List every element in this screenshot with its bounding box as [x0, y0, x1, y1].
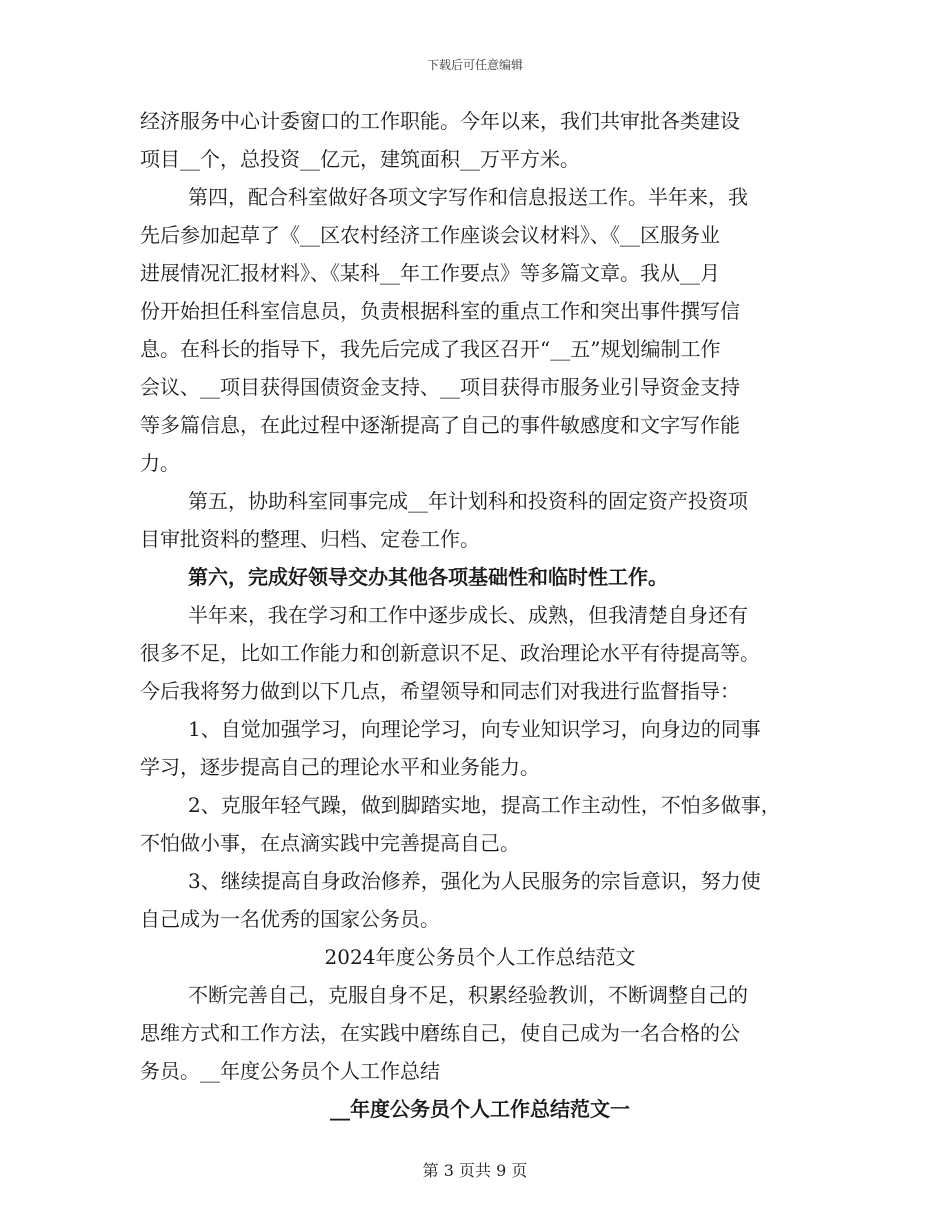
page-number: 第 3 页共 9 页 [422, 1161, 528, 1180]
paragraph-line: 会议、__项目获得国债资金支持、__项目获得市服务业引导资金支持 [140, 375, 740, 399]
list-item-line: 不怕做小事，在点滴实践中完善提高自己。 [140, 831, 520, 855]
paragraph-line: 目审批资料的整理、归档、定卷工作。 [140, 527, 480, 551]
paragraph-line: 份开始担任科室信息员，负责根据科室的重点工作和突出事件撰写信 [140, 299, 740, 323]
list-item-line: 1、自觉加强学习，向理论学习，向专业知识学习，向身边的同事 [188, 717, 761, 741]
paragraph-line: 项目__个，总投资__亿元，建筑面积__万平方米。 [140, 147, 580, 171]
paragraph-line: 务员。__年度公务员个人工作总结 [140, 1059, 440, 1083]
paragraph-line: 今后我将努力做到以下几点，希望领导和同志们对我进行监督指导： [140, 679, 740, 703]
document-title: 2024年度公务员个人工作总结范文 [324, 945, 636, 969]
paragraph-line: 不断完善自己，克服自身不足，积累经验教训，不断调整自己的 [188, 983, 748, 1007]
paragraph-line: 息。在科长的指导下，我先后完成了我区召开“__五”规划编制工作 [140, 337, 721, 361]
paragraph-line: 经济服务中心计委窗口的工作职能。今年以来，我们共审批各类建设 [140, 109, 740, 133]
paragraph-line: 先后参加起草了《__区农村经济工作座谈会议材料》、《__区服务业 [140, 223, 720, 247]
document-body [140, 102, 820, 1128]
section-heading: 第六，完成好领导交办其他各项基础性和临时性工作。 [188, 565, 668, 589]
paragraph-line: 进展情况汇报材料》、《某科__年工作要点》等多篇文章。我从__月 [140, 261, 720, 285]
list-item-line: 学习，逐步提高自己的理论水平和业务能力。 [140, 755, 540, 779]
paragraph-line: 思维方式和工作方法，在实践中磨练自己，使自己成为一名合格的公 [140, 1021, 740, 1045]
paragraph-line: 很多不足，比如工作能力和创新意识不足、政治理论水平有待提高等。 [140, 641, 760, 665]
list-item-line: 2、克服年轻气躁，做到脚踏实地，提高工作主动性，不怕多做事， [188, 793, 781, 817]
paragraph-line: 等多篇信息，在此过程中逐渐提高了自己的事件敏感度和文字写作能 [140, 413, 740, 437]
list-item-line: 自己成为一名优秀的国家公务员。 [140, 907, 440, 931]
paragraph-line: 第五，协助科室同事完成__年计划科和投资科的固定资产投资项 [188, 489, 748, 513]
section-title: __年度公务员个人工作总结范文一 [330, 1097, 630, 1121]
page-header: 下载后可任意编辑 [426, 58, 523, 72]
list-item-line: 3、继续提高自身政治修养，强化为人民服务的宗旨意识，努力使 [188, 869, 761, 893]
paragraph-line: 第四，配合科室做好各项文字写作和信息报送工作。半年来，我 [188, 185, 748, 209]
paragraph-line: 力。 [140, 451, 180, 475]
paragraph-line: 半年来，我在学习和工作中逐步成长、成熟，但我清楚自身还有 [188, 603, 748, 627]
